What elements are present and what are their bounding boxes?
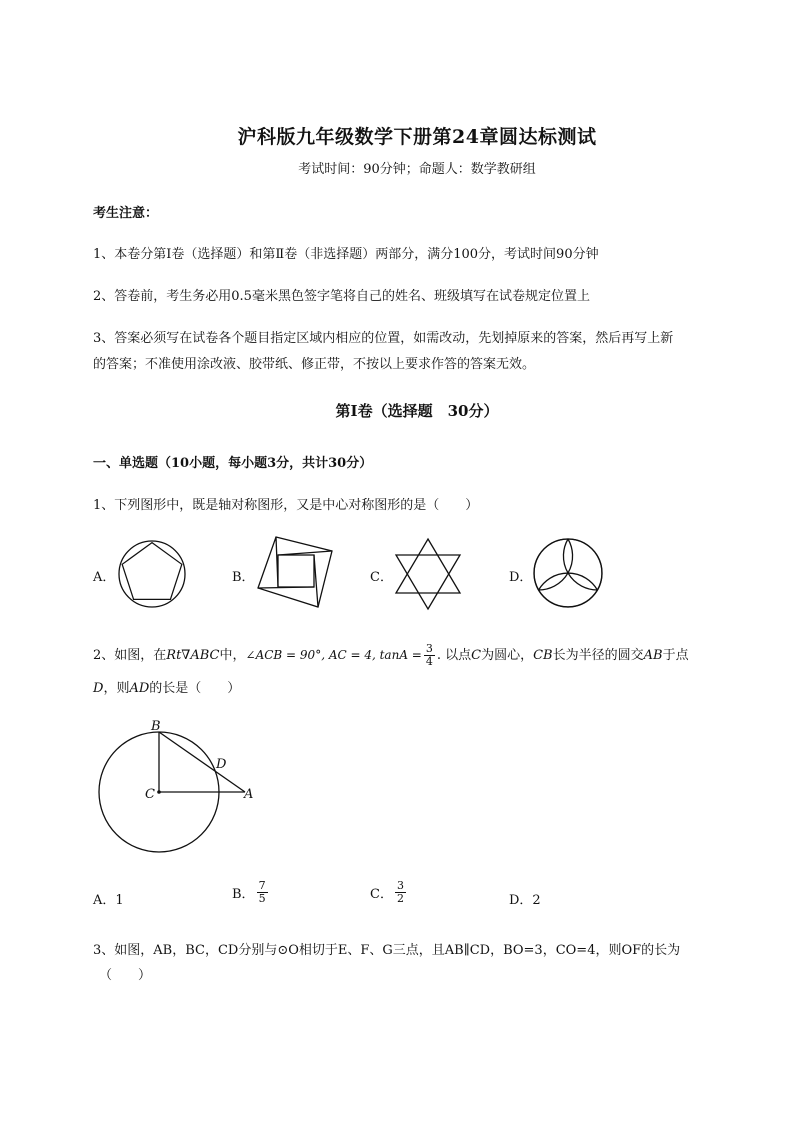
figure-d-arc-4: [563, 539, 597, 590]
q2-line2-mid: ，则: [103, 681, 130, 696]
q2-cb: CB: [533, 648, 553, 663]
notice-item-3-cont: 的答案；不准使用涂改液、胶带纸、修正带，不按以上要求作答的答案无效。: [93, 357, 536, 372]
q2-label-c: C: [145, 787, 155, 802]
q2-segment-ba: [159, 732, 245, 792]
q2-option-c: [370, 880, 408, 905]
question-1-text: 1、下列图形中，既是轴对称图形，又是中心对称图形的是（ ）: [93, 498, 479, 513]
figure-d-arc-3: [539, 590, 598, 607]
pentagon-in-circle-figure: [118, 540, 188, 608]
q2-option-b-num: 7: [258, 879, 266, 892]
figure-b-inner-square: [278, 555, 314, 587]
figure-d-arc-1: [534, 539, 568, 590]
q2-ad: AD: [129, 681, 150, 696]
q2-mid3: 为圆心，: [481, 648, 534, 663]
part-heading: 一、单选题（10小题，每小题3分，共计30分）: [93, 456, 373, 471]
figure-d-arc-2: [568, 539, 602, 590]
q2-label-d: D: [216, 757, 227, 772]
figure-c-triangle-down: [396, 555, 460, 609]
figure-c-triangle-up: [396, 539, 460, 593]
section-title: 第I卷（选择题 30分）: [335, 402, 499, 420]
q2-option-c-label: C．: [370, 887, 393, 902]
q2-option-d: D．2: [509, 893, 541, 908]
q2-center-dot: [157, 790, 161, 794]
q2-mid4: 长为半径的圆交: [552, 648, 644, 663]
three-arc-circle-figure: [533, 538, 603, 608]
figure-d-arc-6: [539, 573, 598, 590]
q2-option-b: [232, 880, 270, 905]
notice-item-1: 1、本卷分第I卷（选择题）和第Ⅱ卷（非选择题）两部分，满分100分，考试时间90分钟: [93, 247, 599, 262]
q2-prefix: 2、如图，在: [93, 648, 167, 663]
q2-label-b: B: [151, 719, 161, 734]
question-2-line-2: [93, 677, 240, 696]
exam-subtitle: 考试时间：90分钟；命题人：数学教研组: [298, 162, 536, 177]
question-2-line-1: [93, 643, 689, 668]
q2-conditions: ∠ACB = 90°, AC = 4, tanA =: [245, 648, 422, 662]
q2-option-c-fraction: [395, 880, 406, 905]
q2-rt-triangle: Rt∇ABC: [166, 648, 220, 663]
notice-item-2: 2、答卷前，考生务必用0.5毫米黑色签字笔将自己的姓名、班级填写在试卷规定位置上: [93, 289, 590, 304]
q2-ab: AB: [643, 648, 663, 663]
notice-heading: 考生注意：: [93, 206, 159, 221]
q2-option-a: A．1: [93, 893, 124, 908]
exam-title: 沪科版九年级数学下册第24章圆达标测试: [237, 126, 597, 148]
q2-mid2: . 以点: [436, 648, 472, 663]
figure-b-outer-quad: [258, 537, 332, 607]
notice-item-3: 3、答案必须写在试卷各个题目指定区域内相应的位置，如需改动，先划掉原来的答案，然后再写上新: [93, 331, 674, 346]
q2-point-c: C: [471, 648, 482, 663]
figure-a-circle: [119, 541, 185, 607]
q2-mid5: 于点: [662, 648, 689, 663]
question-3-line-1: 3、如图，AB，BC，CD分别与⊙O相切于E、F、G三点，且AB∥CD，BO=3，CO=4，则OF的长为: [93, 943, 681, 958]
q1-option-d-label: D．: [509, 570, 533, 585]
q2-point-d: D: [93, 681, 104, 696]
square-pinwheel-figure: [256, 536, 336, 608]
q1-option-b-label: B．: [232, 570, 255, 585]
q2-circle-triangle-figure: [95, 718, 265, 858]
q1-option-a-label: A．: [93, 570, 116, 585]
q2-tan-num: 3: [425, 642, 433, 655]
hexagram-figure: [394, 538, 462, 610]
q1-option-c-label: C．: [370, 570, 393, 585]
q2-tan-den: 4: [425, 655, 433, 668]
q2-mid1: 中，: [219, 648, 246, 663]
q2-option-b-den: 5: [258, 892, 266, 905]
q2-line2-end: 的长是（ ）: [149, 681, 241, 696]
figure-a-pentagon: [122, 543, 182, 600]
q2-option-b-label: B．: [232, 887, 255, 902]
q2-option-c-num: 3: [396, 879, 404, 892]
question-3-line-2: （ ）: [99, 968, 152, 983]
q2-tan-fraction: [424, 643, 435, 668]
q2-option-c-den: 2: [396, 892, 404, 905]
q2-label-a: A: [244, 787, 254, 802]
figure-d-arc-5: [539, 539, 573, 590]
figure-b-line-4: [258, 587, 314, 588]
q2-option-b-fraction: [257, 880, 268, 905]
